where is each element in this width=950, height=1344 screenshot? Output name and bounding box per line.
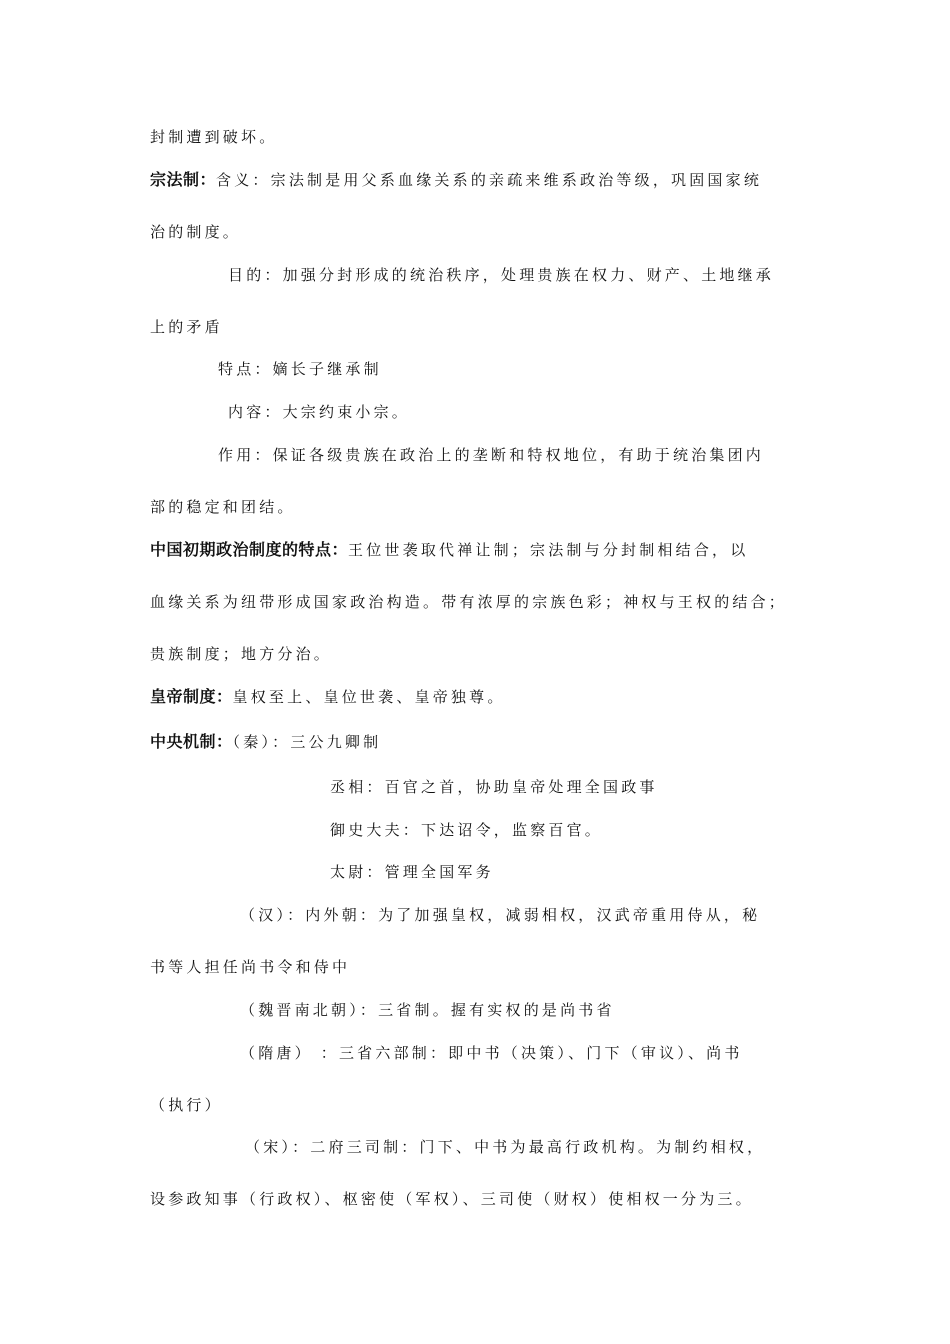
section-heading: 中央机制： xyxy=(150,732,233,751)
text-line: 中央机制：（秦）：三公九卿制 xyxy=(150,732,382,751)
text-line: 特点：嫡长子继承制 xyxy=(218,360,382,378)
text-line: 部的稳定和团结。 xyxy=(150,498,296,516)
text-line: 中国初期政治制度的特点：王位世袭取代禅让制；宗法制与分封制相结合，以 xyxy=(150,540,749,559)
text-line: 上的矛盾 xyxy=(150,318,223,336)
text-line: 皇帝制度：皇权至上、皇位世袭、皇帝独尊。 xyxy=(150,687,506,706)
text-line: 目的：加强分封形成的统治秩序，处理贵族在权力、财产、土地继承 xyxy=(228,266,775,284)
text-line: 作用：保证各级贵族在政治上的垄断和特权地位，有助于统治集团内 xyxy=(218,446,765,464)
text-line: 封制遭到破坏。 xyxy=(150,128,278,146)
text-line: 御史大夫：下达诏令，监察百官。 xyxy=(330,821,604,839)
text-line: 血缘关系为纽带形成国家政治构造。带有浓厚的宗族色彩；神权与王权的结合； xyxy=(150,593,788,611)
text-line: 治的制度。 xyxy=(150,223,242,241)
text-line: （执行） xyxy=(150,1096,223,1114)
text-line: 太尉：管理全国军务 xyxy=(330,863,494,881)
text-line: （宋）：二府三司制：门下、中书为最高行政机构。为制约相权， xyxy=(245,1138,766,1156)
text-line: 宗法制：含义：宗法制是用父系血缘关系的亲疏来维系政治等级，巩固国家统 xyxy=(150,170,763,189)
section-heading: 宗法制： xyxy=(150,170,217,189)
text-line: 书等人担任尚书令和侍中 xyxy=(150,958,351,976)
text-line: （魏晋南北朝）：三省制。握有实权的是尚书省 xyxy=(240,1001,615,1019)
text-line: （汉）：内外朝：为了加强皇权，减弱相权，汉武帝重用侍从，秘 xyxy=(240,906,761,924)
text-line: 丞相：百官之首，协助皇帝处理全国政事 xyxy=(330,778,658,796)
section-heading: 中国初期政治制度的特点： xyxy=(150,540,349,559)
text-line: 设参政知事（行政权）、枢密使（军权）、三司使（财权）使相权一分为三。 xyxy=(150,1190,754,1208)
section-heading: 皇帝制度： xyxy=(150,687,233,706)
text-line: 贵族制度；地方分治。 xyxy=(150,645,333,663)
text-line: （隋唐） ：三省六部制：即中书（决策）、门下（审议）、尚书 xyxy=(240,1044,743,1062)
text-line: 内容：大宗约束小宗。 xyxy=(228,403,411,421)
